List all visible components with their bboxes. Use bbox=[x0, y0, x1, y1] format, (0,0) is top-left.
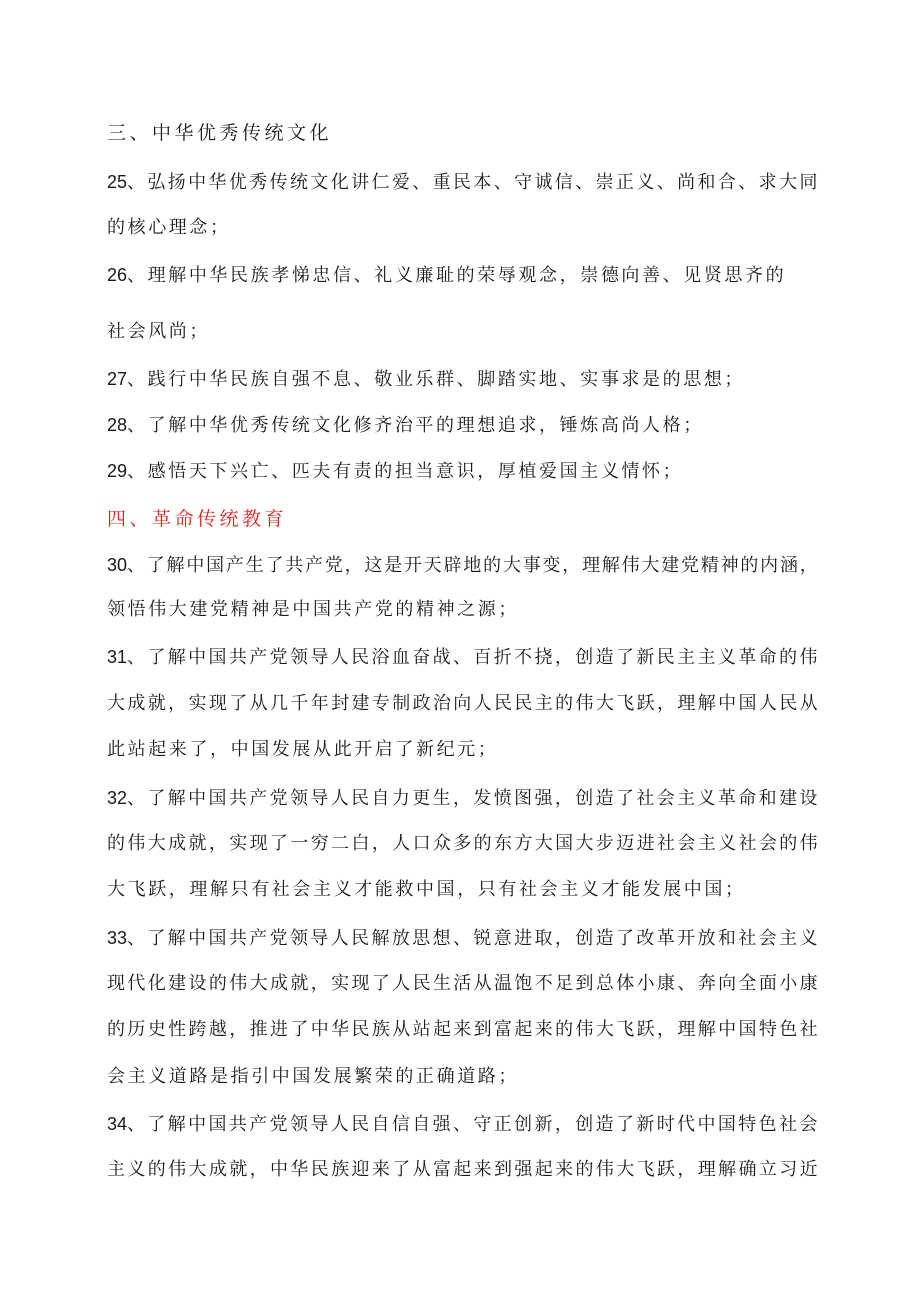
list-item-30-continuation: 领悟伟大建党精神是中国共产党的精神之源； bbox=[107, 599, 519, 620]
item-text-line: 、了解中国共产党领导人民自信自强、守正创新，创造了新时代中国特色社会 bbox=[127, 1114, 820, 1135]
list-item-34 bbox=[107, 1112, 820, 1137]
list-item-29 bbox=[107, 459, 683, 484]
list-item-25-continuation: 的核心理念； bbox=[107, 217, 231, 238]
list-item-31 bbox=[107, 645, 820, 670]
item-text-line: 、践行中华民族自强不息、敬业乐群、脚踏实地、实事求是的思想； bbox=[127, 369, 746, 390]
list-item-27 bbox=[107, 367, 745, 392]
section-heading-revolutionary-tradition: 四、革命传统教育 bbox=[107, 508, 288, 530]
list-item-30 bbox=[107, 553, 820, 578]
section-heading-traditional-culture: 三、中华优秀传统文化 bbox=[107, 122, 333, 144]
list-item-32-continuation: 大飞跃，理解只有社会主义才能救中国，只有社会主义才能发展中国； bbox=[107, 879, 746, 900]
item-number: 34 bbox=[107, 1114, 128, 1134]
item-number: 27 bbox=[107, 369, 128, 389]
item-number: 29 bbox=[107, 461, 128, 481]
list-item-33-continuation: 会主义道路是指引中国发展繁荣的正确道路； bbox=[107, 1066, 519, 1087]
item-number: 30 bbox=[107, 555, 127, 575]
item-text-line: 、了解中国共产党领导人民解放思想、锐意进取，创造了改革开放和社会主义 bbox=[127, 928, 820, 949]
item-text-line: 、了解中国共产党领导人民自力更生，发愤图强，创造了社会主义革命和建设 bbox=[127, 788, 820, 809]
item-text-line: 、了解中国产生了共产党，这是开天辟地的大事变，理解伟大建党精神的内涵， bbox=[126, 555, 820, 576]
list-item-34-continuation: 主义的伟大成就，中华民族迎来了从富起来到强起来的伟大飞跃，理解确立习近 bbox=[107, 1159, 820, 1180]
item-text-line: 、了解中华优秀传统文化修齐治平的理想追求，锤炼高尚人格； bbox=[127, 415, 704, 436]
item-text-line: 、理解中华民族孝悌忠信、礼义廉耻的荣辱观念，崇德向善、见贤思齐的 bbox=[127, 265, 787, 286]
list-item-32-continuation: 的伟大成就，实现了一穷二白，人口众多的东方大国大步迈进社会主义社会的伟 bbox=[107, 833, 820, 854]
item-number: 25 bbox=[107, 172, 128, 192]
list-item-25 bbox=[107, 170, 820, 195]
list-item-26 bbox=[107, 263, 786, 288]
item-text-line: 、了解中国共产党领导人民浴血奋战、百折不挠，创造了新民主主义革命的伟 bbox=[127, 647, 820, 668]
item-number: 32 bbox=[107, 788, 128, 808]
list-item-28 bbox=[107, 413, 704, 438]
list-item-31-continuation: 大成就，实现了从几千年封建专制政治向人民民主的伟大飞跃，理解中国人民从 bbox=[107, 693, 820, 714]
list-item-33 bbox=[107, 926, 820, 951]
list-item-32 bbox=[107, 786, 820, 811]
list-item-33-continuation: 的历史性跨越，推进了中华民族从站起来到富起来的伟大飞跃，理解中国特色社 bbox=[107, 1019, 820, 1040]
list-item-26-continuation: 社会风尚； bbox=[107, 321, 210, 342]
list-item-33-continuation: 现代化建设的伟大成就，实现了人民生活从温饱不足到总体小康、奔向全面小康 bbox=[107, 973, 820, 994]
item-number: 31 bbox=[107, 647, 128, 667]
item-number: 26 bbox=[107, 265, 128, 285]
list-item-31-continuation: 此站起来了，中国发展从此开启了新纪元； bbox=[107, 739, 499, 760]
item-number: 28 bbox=[107, 415, 128, 435]
item-text-line: 、弘扬中华优秀传统文化讲仁爱、重民本、守诚信、崇正义、尚和合、求大同 bbox=[127, 172, 820, 193]
item-text-line: 、感悟天下兴亡、匹夫有责的担当意识，厚植爱国主义情怀； bbox=[127, 461, 684, 482]
item-number: 33 bbox=[107, 928, 128, 948]
